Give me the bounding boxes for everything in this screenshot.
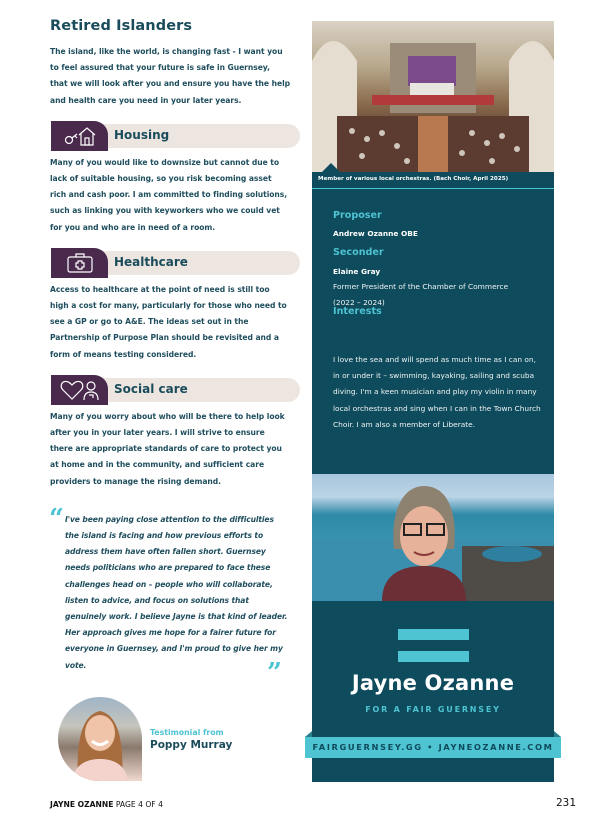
healthcare-header [50, 248, 290, 278]
portrait-illustration [58, 697, 142, 781]
housing-icon-box [51, 121, 108, 151]
housing-header [50, 121, 290, 151]
footer-page-text: PAGE 4 OF 4 [115, 800, 163, 809]
page-footer [50, 800, 163, 809]
healthcare-paragraph: Access to healthcare at the point of need is still too high a cost for many, particularly for those who need to see a GP or go to A&E. The ideas set out in the Partnership of Purpose Plan should be revisited and a form of means testing considered. [50, 284, 287, 359]
photo-caption: Member of various local orchestras. (Bach Choir, April 2025) [318, 176, 509, 182]
social-care-icon-box [51, 375, 108, 405]
housing-heading: Housing [114, 127, 170, 142]
candidate-portrait-illustration [312, 474, 554, 601]
social-care-paragraph: Many of you worry about who will be there to help look after you in your later years. I will strive to ensure there are appropriate standards of care to protect you at home and in the community, and sufficient care providers to manage the rising demand. [50, 411, 285, 486]
social-care-heading: Social care [114, 381, 188, 396]
seconder-role: Former President of the Chamber of Commerce [333, 282, 509, 291]
testimonial-attribution [58, 697, 288, 782]
open-quote-icon: “ [49, 503, 64, 534]
website-ribbon [305, 737, 561, 758]
testimonial-quote [49, 503, 290, 688]
photo-caption-bar [312, 172, 554, 189]
candidate-sidebar [312, 21, 554, 782]
brand-tagline: FOR A FAIR GUERNSEY [365, 705, 501, 714]
seconder-years: (2022 – 2024) [333, 298, 385, 307]
quote-text: I've been paying close attention to the difficulties the island is facing and how previous efforts to address them have often fallen short. Guernsey needs politicians who are prepared to face these challenges head on – people who will collaborate, listen to advice, and focus on solutions that genuinely work. I believe Jayne is that kind of leader. Her approach gives me hope for a fairer future for everyone in Guernsey, and I'm proud to give her my vote. [65, 514, 288, 670]
left-column [49, 16, 291, 688]
testimonial-name: Poppy Murray [150, 739, 233, 751]
proposer-label: Proposer [333, 210, 382, 221]
brand-name: Jayne Ozanne [351, 671, 515, 695]
heart-person-icon [59, 378, 101, 402]
testimonial-avatar [58, 697, 142, 781]
house-key-icon [60, 124, 100, 148]
website-urls[interactable]: FAIRGUERNSEY.GG • JAYNEOZANNE.COM [312, 742, 554, 752]
section-title: Retired Islanders [50, 18, 193, 34]
footer-candidate-name: JAYNE OZANNE [50, 800, 114, 809]
healthcare-heading: Healthcare [114, 254, 188, 269]
housing-paragraph: Many of you would like to downsize but cannot due to lack of suitable housing, so you risk becoming asset rich and cash poor. I am committed to finding solutions, such as linking you with keyworkers who we could vet for you and who are in need of a room. [50, 157, 288, 232]
brand-mark-bar-bottom [398, 651, 469, 662]
interests-text: I love the sea and will spend as much time as I can on, in or under it – swimming, kayaking, sailing and scuba diving. I'm a keen musician and play my violin in many local orchestras and sing when I can in the Town Church Choir. I am also a member of Liberate. [333, 355, 541, 429]
testimonial-label: Testimonial from [150, 728, 224, 737]
orchestra-photo [312, 21, 554, 172]
intro-paragraph: The island, like the world, is changing fast - I want you to feel assured that your future is safe in Guernsey, that we will look after you and ensure you have the help and health care you need in your later years. [50, 47, 291, 105]
candidate-photo [312, 474, 554, 601]
close-quote-icon: ” [267, 657, 282, 688]
page-number: 231 [556, 796, 576, 809]
seconder-name: Elaine Gray [333, 267, 381, 276]
brand-mark-bar-top [398, 629, 469, 640]
proposer-name: Andrew Ozanne OBE [333, 229, 418, 238]
healthcare-icon-box [51, 248, 108, 278]
church-concert-illustration [312, 21, 554, 172]
social-care-header [50, 375, 290, 405]
caption-notch [322, 163, 340, 172]
seconder-label: Seconder [333, 247, 384, 258]
medical-kit-icon [65, 252, 95, 274]
interests-label: Interests [333, 306, 382, 317]
